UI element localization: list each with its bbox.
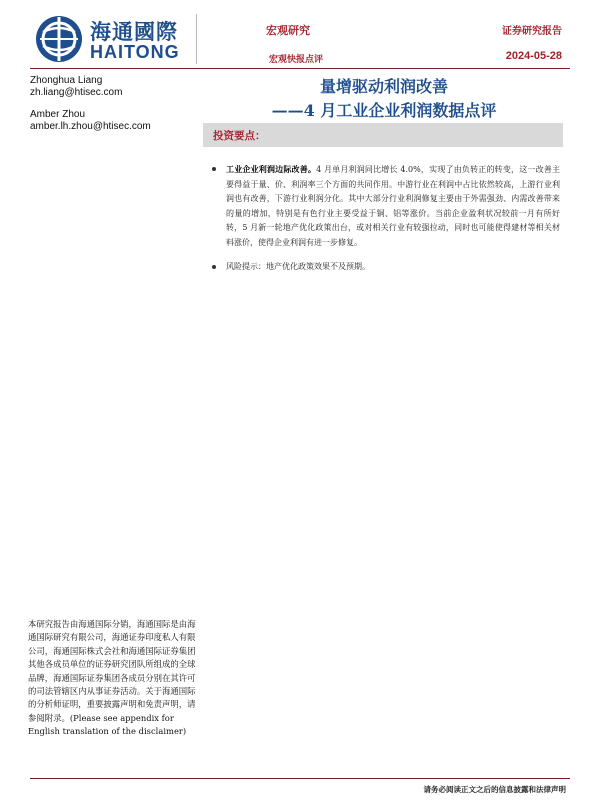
list-item (210, 260, 560, 275)
footer-rule (30, 778, 570, 779)
logo-text-cn: 海通國際 (90, 19, 178, 44)
bullet-text: 风险提示：地产优化政策效果不及预期。 (226, 261, 370, 271)
logo-text-en: HAITONG (90, 42, 180, 62)
list-item (210, 162, 560, 251)
author-email[interactable]: zh.liang@htisec.com (30, 87, 123, 98)
bullet-icon (212, 265, 216, 269)
author-name: Zhonghua Liang (30, 75, 103, 86)
header-divider (196, 14, 197, 64)
report-category: 宏观研究 (266, 24, 310, 37)
company-logo (34, 14, 184, 66)
sidebar-disclaimer: 本研究报告由海通国际分销，海通国际是由海通国际研究有限公司，海通证券印度私人有限公司，海通国际株式会社和海通国际证券集团其他各成员单位的证券研究团队所组成的全球品牌，海通国际证券集团各成员分别在其许可的司法管辖区内从事证券活动。关于海通国际的分析师证明，重要披露声明和免责声明，请参阅附录。(Please see appendix for English translation of the disclaimer) (28, 619, 196, 737)
report-date: 2024-05-28 (505, 50, 562, 62)
footer-notice: 请务必阅读正文之后的信息披露和法律声明 (423, 785, 566, 794)
header-rule (30, 68, 570, 69)
report-title: 量增驱动利润改善 (319, 77, 448, 96)
report-subtitle: ——4 月工业企业利润数据点评 (271, 101, 497, 120)
summary-heading-bar (203, 123, 563, 147)
bullet-text: 4 月单月利润同比增长 4.0%，实现了由负转正的转变，这一改善主要得益于量、价、利润率三个方面的共同作用。中游行业在利润中占比依然较高，上游行业利润也有改善，下游行业利润分化。其中大部分行业利润修复主要由于外需强劲、内需改善带来的量的增加，特别是有色行业主要受益于铜、铝等涨价。当前企业盈利状况较前一月有所好转，5 月新一轮地产优化政策出台，或对相关行业有较强拉动，同时也可能使得建材等相关材料涨价，使得企业利润有进一步修复。 (226, 165, 561, 247)
report-subcategory: 宏观快报点评 (269, 55, 324, 65)
author-name: Amber Zhou (30, 109, 86, 120)
summary-heading: 投资要点： (213, 130, 266, 142)
haitong-logo-icon (34, 14, 84, 64)
bullet-lead: 工业企业利润边际改善。 (226, 164, 317, 174)
report-type: 证券研究报告 (502, 26, 562, 37)
bullet-icon (212, 167, 216, 171)
key-points-list (210, 162, 560, 274)
author-email[interactable]: amber.lh.zhou@htisec.com (30, 121, 151, 132)
